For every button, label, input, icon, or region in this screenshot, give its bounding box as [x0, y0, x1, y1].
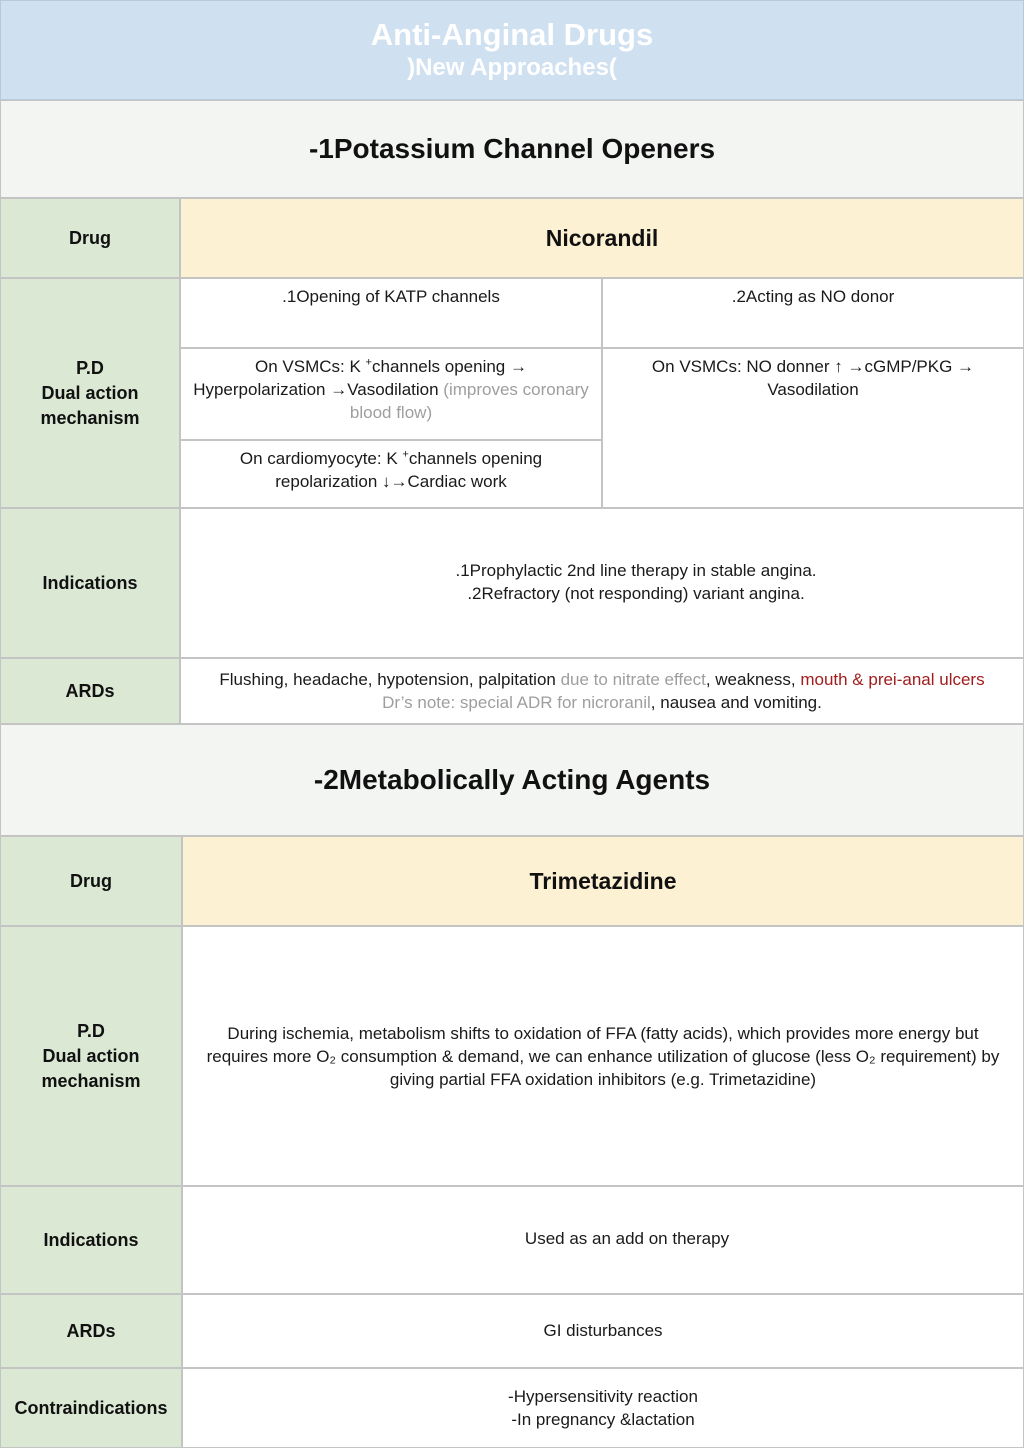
adrs-label-cell-2: [0, 1294, 182, 1368]
drug-label-cell-2: [0, 836, 182, 926]
mechanism-1-title-cell: [180, 278, 602, 348]
mechanism-1-cardio-line-1: On cardiomyocyte: K +channels opening: [239, 448, 543, 468]
drug-name-trimetazidine: Trimetazidine: [529, 867, 677, 894]
mechanism-1-title: .1Opening of KATP channels: [282, 287, 500, 306]
adrs-label-2: ARDs: [66, 1320, 116, 1341]
title-banner: [0, 0, 1024, 100]
mechanism-2-vsmc-line-2: Vasodilation: [767, 380, 859, 399]
indications-label: Indications: [42, 572, 138, 593]
adrs-doctor-note: Dr’s note: special ADR for nicroranil: [382, 693, 651, 712]
indication-2: .2Refractory (not responding) variant angina.: [467, 584, 805, 603]
adrs-nitrate-note: due to nitrate effect: [560, 670, 706, 689]
pd-label-line-1: P.D: [76, 357, 104, 378]
indications-label-cell: [0, 508, 180, 658]
pd-label-2-line-3: mechanism: [41, 1070, 141, 1091]
drug-name-nicorandil: Nicorandil: [545, 224, 659, 251]
pd-label-line-2: Dual action: [41, 382, 139, 403]
indications-cell: [180, 508, 1024, 658]
section-heading-metabolically-acting-agents: [0, 724, 1024, 836]
contraindications-label-cell: [0, 1368, 182, 1448]
mechanism-1-vsmc-line-1: On VSMCs: K +channels opening →: [255, 356, 527, 376]
drug-name-cell-2: [182, 836, 1024, 926]
drug-label-cell: [0, 198, 180, 278]
adrs-label: ARDs: [65, 680, 115, 701]
adrs-ulcers-highlight: mouth & prei-anal ulcers: [800, 670, 985, 689]
drug-name-cell: [180, 198, 1024, 278]
contraindications-label: Contraindications: [14, 1397, 168, 1418]
mechanism-2-vsmc-line-1: On VSMCs: NO donner ↑ →cGMP/PKG →: [651, 357, 975, 376]
page-title: Anti-Anginal Drugs: [370, 17, 654, 52]
pd-label-cell-2: [0, 926, 182, 1186]
pd-label-line-3: mechanism: [40, 407, 140, 428]
mechanism-1-cardio-line-2: repolarization ↓→Cardiac work: [275, 472, 507, 491]
adrs-cell: [180, 658, 1024, 724]
mechanism-2-vsmc-cell: [602, 348, 1024, 508]
contraindication-1: -Hypersensitivity reaction: [508, 1387, 698, 1406]
mechanism-1-vsmc-note: (improves coronary blood flow): [349, 380, 589, 422]
adrs-label-cell: [0, 658, 180, 724]
drug-label-2: Drug: [70, 870, 112, 891]
page-subtitle: )New Approaches(: [407, 54, 617, 81]
indications-cell-2: [182, 1186, 1024, 1294]
indication-1: .1Prophylactic 2nd line therapy in stable angina.: [455, 561, 817, 580]
mechanism-2-title: .2Acting as NO donor: [731, 287, 895, 306]
indication-add-on-therapy: Used as an add on therapy: [524, 1228, 730, 1248]
adrs-line-1: Flushing, headache, hypotension, palpitation due to nitrate effect, weakness, mouth & prei-anal ulcers: [219, 670, 985, 689]
drug-label: Drug: [69, 227, 111, 248]
contraindication-2: -In pregnancy &lactation: [511, 1410, 695, 1429]
pd-label-2-line-1: P.D: [77, 1020, 105, 1041]
adr-gi-disturbances: GI disturbances: [543, 1320, 663, 1340]
mechanism-1-vsmc-cell: [180, 348, 602, 440]
pd-description-cell: [182, 926, 1024, 1186]
section-1-heading-text: -1Potassium Channel Openers: [308, 133, 716, 164]
section-heading-potassium-channel-openers: [0, 100, 1024, 198]
pd-label-cell: [0, 278, 180, 508]
adrs-cell-2: [182, 1294, 1024, 1368]
pd-description-line-3: giving partial FFA oxidation inhibitors (e.g. Trimetazidine): [389, 1069, 817, 1089]
mechanism-1-cardiomyocyte-cell: [180, 440, 602, 508]
mechanism-2-title-cell: [602, 278, 1024, 348]
mechanism-1-vsmc-line-2: Hyperpolarization →Vasodilation (improves coronary blood flow): [193, 380, 589, 422]
adrs-line-2: Dr’s note: special ADR for nicroranil, nausea and vomiting.: [382, 693, 822, 712]
pd-description-line-1: During ischemia, metabolism shifts to oxidation of FFA (fatty acids), which provides more energy but: [227, 1023, 979, 1043]
indications-label-2: Indications: [43, 1229, 139, 1250]
indications-label-cell-2: [0, 1186, 182, 1294]
pd-label-2-line-2: Dual action: [42, 1045, 140, 1066]
section-2-heading-text: -2Metabolically Acting Agents: [313, 764, 711, 795]
contraindications-cell: [182, 1368, 1024, 1448]
pd-description-line-2: requires more O₂ consumption & demand, we can enhance utilization of glucose (less O₂ requirement) by: [206, 1046, 1000, 1066]
